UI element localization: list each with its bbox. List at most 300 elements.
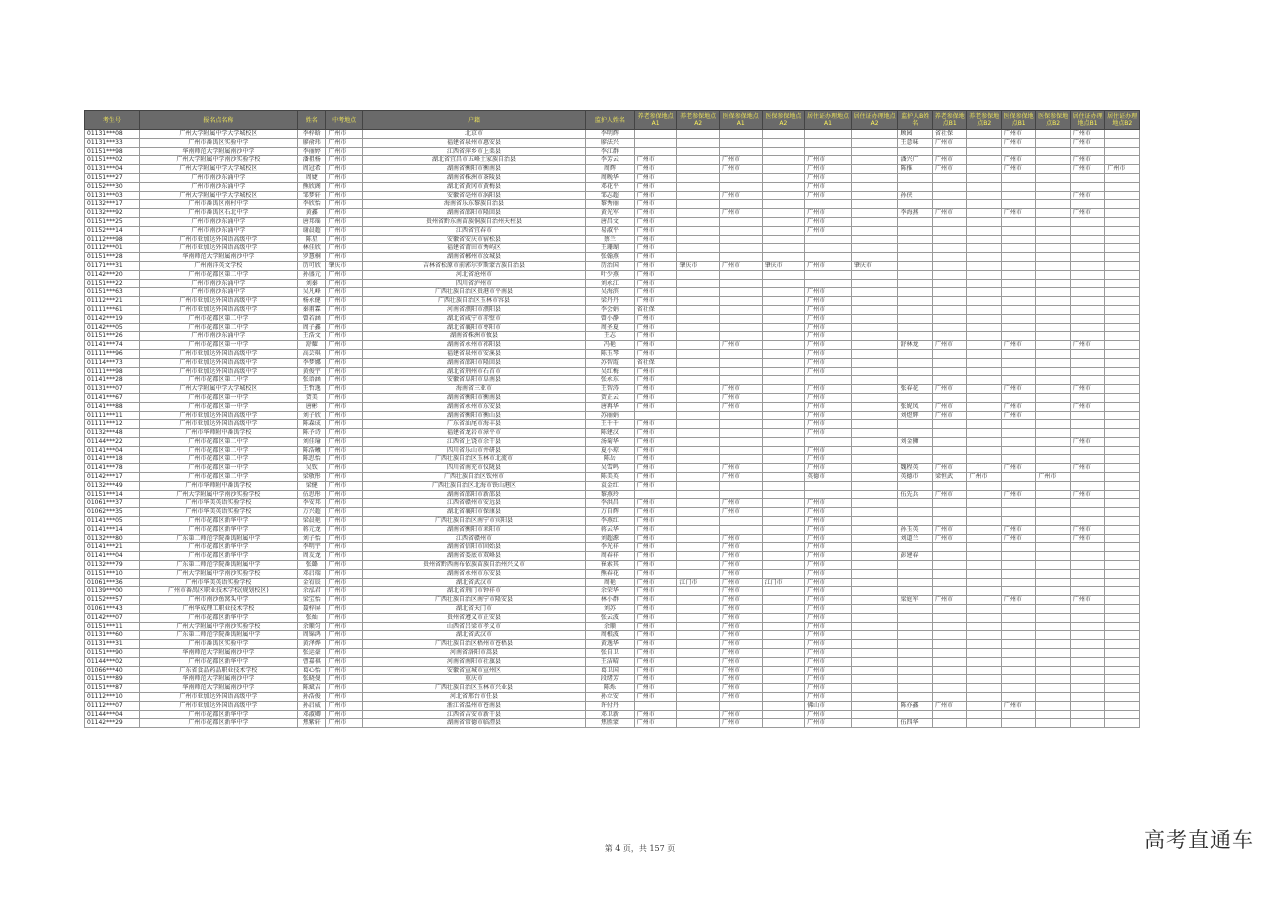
table-cell: 01061***43 [85, 605, 140, 614]
table-cell: 林佳欣 [298, 244, 326, 253]
table-cell: 01131***33 [85, 138, 140, 147]
table-cell: 广州市花都区第二中学 [139, 455, 297, 464]
table-cell: 广州市 [634, 341, 677, 350]
table-cell [1070, 684, 1104, 693]
table-cell [1070, 358, 1104, 367]
table-cell: 广州市花都区新华中学 [139, 613, 297, 622]
table-cell: 广州市 [326, 437, 363, 446]
table-cell [967, 270, 1001, 279]
table-cell: 广州市 [326, 543, 363, 552]
table-cell [762, 446, 805, 455]
table-cell [719, 297, 762, 306]
table-cell: 01132***49 [85, 481, 140, 490]
table-cell: 湖南省株洲市攸县 [362, 332, 585, 341]
table-cell [1036, 657, 1070, 666]
table-cell [677, 490, 720, 499]
table-cell [967, 464, 1001, 473]
table-cell [1070, 323, 1104, 332]
table-cell: 广州市 [805, 622, 852, 631]
table-cell: 广州市 [1001, 411, 1035, 420]
table-cell: 01141***05 [85, 517, 140, 526]
table-row [85, 376, 1140, 385]
table-cell: 江西省宜春市 [362, 226, 585, 235]
table-row [85, 684, 1140, 693]
table-cell: 广州市 [326, 349, 363, 358]
table-cell [1036, 358, 1070, 367]
table-cell: 邓启瑞 [298, 569, 326, 578]
table-cell [1001, 649, 1035, 658]
table-cell: 肇庆市 [677, 261, 720, 270]
table-cell: 广州市番禺区南村中学 [139, 200, 297, 209]
table-cell [967, 138, 1001, 147]
table-cell: 贵州省黔东南苗族侗族自治州天柱县 [362, 217, 585, 226]
table-cell: 周根波 [586, 631, 635, 640]
table-cell: 01141***04 [85, 446, 140, 455]
table-cell [851, 420, 898, 429]
table-cell: 广州市花都区第二中学 [139, 437, 297, 446]
table-cell: 唐昌文 [586, 217, 635, 226]
table-cell: 广州市 [805, 173, 852, 182]
table-cell: 广西壮族自治区南宁市宾阳县 [362, 517, 585, 526]
table-cell [1105, 508, 1140, 517]
table-cell [851, 649, 898, 658]
table-cell: 广东省食品药品职业技术学校 [139, 666, 297, 675]
table-cell [762, 719, 805, 728]
table-cell [932, 561, 966, 570]
table-cell: 广州市 [326, 367, 363, 376]
table-cell [851, 244, 898, 253]
table-cell [677, 446, 720, 455]
table-cell [805, 279, 852, 288]
table-cell [967, 587, 1001, 596]
table-cell: 广州市 [1070, 525, 1104, 534]
table-cell: 黄俊宇 [298, 367, 326, 376]
table-cell [932, 552, 966, 561]
table-cell: 广州市 [634, 165, 677, 174]
table-cell [1105, 701, 1140, 710]
table-cell [719, 358, 762, 367]
table-cell [1105, 666, 1140, 675]
table-cell: 广州市南沙东涌中学 [139, 217, 297, 226]
table-cell: 黄逸华 [586, 640, 635, 649]
table-cell [851, 569, 898, 578]
table-cell: 广州市南沙东涌中学 [139, 226, 297, 235]
table-cell: 广州大学附属中学大学城校区 [139, 165, 297, 174]
table-cell: 广州市 [634, 710, 677, 719]
table-cell [851, 455, 898, 464]
table-cell: 李洪昌 [586, 499, 635, 508]
table-cell [1105, 147, 1140, 156]
table-cell: 潘兴广 [898, 156, 932, 165]
table-cell: 广州市 [805, 305, 852, 314]
table-cell [1105, 156, 1140, 165]
table-row [85, 605, 1140, 614]
table-cell: 广州市 [634, 261, 677, 270]
table-cell: 广州市 [805, 367, 852, 376]
table-cell: 舒耀 [298, 341, 326, 350]
table-cell [967, 596, 1001, 605]
table-cell [805, 270, 852, 279]
table-cell: 广州市花都区新华中学 [139, 517, 297, 526]
data-table [84, 110, 1140, 728]
table-cell [932, 358, 966, 367]
table-cell [898, 710, 932, 719]
table-cell: 广州市 [634, 631, 677, 640]
table-cell [932, 569, 966, 578]
table-cell: 重庆市 [362, 675, 585, 684]
table-cell [677, 719, 720, 728]
table-cell: 01151***89 [85, 675, 140, 684]
table-cell: 广州市 [326, 173, 363, 182]
table-cell [932, 622, 966, 631]
table-row [85, 253, 1140, 262]
table-cell [851, 684, 898, 693]
table-cell [932, 437, 966, 446]
table-cell [719, 490, 762, 499]
table-body [85, 130, 1140, 728]
table-cell: 陈予诗 [298, 429, 326, 438]
table-cell: 刘秦 [298, 279, 326, 288]
table-cell [634, 147, 677, 156]
table-cell [677, 323, 720, 332]
table-cell: 广州市 [1070, 437, 1104, 446]
table-cell [677, 182, 720, 191]
table-cell [1001, 473, 1035, 482]
table-cell: 广州市 [1070, 156, 1104, 165]
table-cell: 肇庆市 [762, 261, 805, 270]
table-cell: 万自辉 [586, 508, 635, 517]
table-cell: 唐邦瑶 [298, 217, 326, 226]
table-cell: 广州市 [805, 561, 852, 570]
table-cell: 广州市 [719, 640, 762, 649]
table-cell: 易淑平 [586, 226, 635, 235]
table-cell [1036, 130, 1070, 139]
table-cell: 广州市 [326, 420, 363, 429]
table-cell [762, 569, 805, 578]
table-cell [898, 332, 932, 341]
table-cell [967, 297, 1001, 306]
table-cell: 四川省乐山市井研县 [362, 446, 585, 455]
table-cell [1105, 411, 1140, 420]
table-cell: 广州市 [634, 288, 677, 297]
table-cell: 广州市南沙东涌中学 [139, 288, 297, 297]
table-cell: 01139***00 [85, 587, 140, 596]
table-cell: 广州市 [326, 446, 363, 455]
table-cell [851, 666, 898, 675]
table-cell [1001, 587, 1035, 596]
table-cell: 广西壮族自治区玉林市北流市 [362, 455, 585, 464]
table-cell: 广州市 [805, 446, 852, 455]
table-cell: 张妮凤 [898, 402, 932, 411]
table-cell [898, 420, 932, 429]
table-cell [932, 710, 966, 719]
table-cell [851, 499, 898, 508]
table-cell [851, 156, 898, 165]
table-cell [851, 376, 898, 385]
table-cell [762, 270, 805, 279]
table-cell [1105, 446, 1140, 455]
table-row [85, 191, 1140, 200]
table-cell: 陈岳 [586, 455, 635, 464]
table-cell [762, 297, 805, 306]
table-cell: 梁宝怡 [298, 596, 326, 605]
table-cell [1070, 305, 1104, 314]
table-cell [967, 420, 1001, 429]
table-cell [1001, 270, 1035, 279]
table-cell [851, 710, 898, 719]
table-cell [967, 200, 1001, 209]
table-cell [719, 217, 762, 226]
table-cell: 张语涵 [298, 376, 326, 385]
table-cell [719, 367, 762, 376]
table-cell [677, 508, 720, 517]
table-cell [851, 349, 898, 358]
table-cell: 01152***30 [85, 182, 140, 191]
table-cell [851, 719, 898, 728]
table-cell: 河南省濮阳市濮阳县 [362, 305, 585, 314]
table-cell: 广州市 [634, 649, 677, 658]
table-cell: 魏程英 [898, 464, 932, 473]
table-cell [898, 235, 932, 244]
table-cell [1036, 173, 1070, 182]
table-cell [932, 420, 966, 429]
table-cell [1105, 349, 1140, 358]
table-cell [932, 481, 966, 490]
table-cell: 广州市 [719, 191, 762, 200]
table-cell [634, 130, 677, 139]
table-cell [1070, 429, 1104, 438]
table-cell [1036, 464, 1070, 473]
table-cell: 广州市 [326, 596, 363, 605]
table-cell: 广州市 [932, 209, 966, 218]
table-cell [1001, 693, 1035, 702]
table-cell [851, 640, 898, 649]
table-cell [1001, 569, 1035, 578]
table-cell: 广州市 [805, 420, 852, 429]
table-cell: 广州市 [326, 191, 363, 200]
table-cell: 广州市 [719, 464, 762, 473]
table-cell [851, 288, 898, 297]
table-cell: 广州市 [932, 165, 966, 174]
table-cell [932, 332, 966, 341]
table-cell [762, 543, 805, 552]
table-cell: 广州市华美英语实验学校 [139, 508, 297, 517]
table-cell: 刘子怡 [298, 534, 326, 543]
table-cell: 广州市 [634, 209, 677, 218]
table-cell [634, 490, 677, 499]
table-cell [851, 701, 898, 710]
table-row [85, 305, 1140, 314]
table-cell [932, 182, 966, 191]
table-cell [677, 297, 720, 306]
table-cell [851, 385, 898, 394]
table-cell: 广州市 [634, 534, 677, 543]
table-cell [677, 693, 720, 702]
table-cell [719, 429, 762, 438]
table-cell [967, 367, 1001, 376]
table-cell: 广州市 [634, 569, 677, 578]
table-cell: 广州市 [326, 701, 363, 710]
table-cell: 01131***31 [85, 640, 140, 649]
table-cell [967, 253, 1001, 262]
table-cell [719, 323, 762, 332]
table-cell: 王志 [586, 332, 635, 341]
table-cell [762, 552, 805, 561]
table-cell: 广州市 [634, 508, 677, 517]
table-cell: 张永东 [586, 376, 635, 385]
table-cell [1105, 525, 1140, 534]
table-cell: 湖北省襄阳市枣阳市 [362, 323, 585, 332]
table-cell [967, 305, 1001, 314]
table-cell [1036, 191, 1070, 200]
table-cell: 熊春花 [586, 569, 635, 578]
table-cell [1036, 517, 1070, 526]
table-cell [762, 376, 805, 385]
table-cell [1105, 710, 1140, 719]
column-header: 报名点名称 [139, 111, 297, 130]
table-cell [898, 508, 932, 517]
table-cell: 伍先兵 [898, 490, 932, 499]
table-cell: 湖南省邵阳市隆回县 [362, 358, 585, 367]
table-row [85, 640, 1140, 649]
table-cell: 刘超源 [586, 534, 635, 543]
table-cell: 广州市 [719, 622, 762, 631]
table-cell: 广州市 [805, 693, 852, 702]
table-cell: 邓淑卿 [298, 710, 326, 719]
table-cell [719, 420, 762, 429]
table-cell [851, 217, 898, 226]
table-cell: 广州市华美英语实验学校 [139, 499, 297, 508]
table-cell: 高芸琪 [298, 349, 326, 358]
table-cell [898, 561, 932, 570]
table-cell: 王智涛 [586, 385, 635, 394]
table-cell [762, 200, 805, 209]
table-cell: 金宥辰 [298, 578, 326, 587]
table-cell: 周春祥 [586, 552, 635, 561]
table-cell [634, 701, 677, 710]
table-cell: 01112***21 [85, 297, 140, 306]
table-cell: 广州市 [932, 464, 966, 473]
table-cell: 李明宇 [298, 543, 326, 552]
table-cell [677, 543, 720, 552]
column-header: 考生号 [85, 111, 140, 130]
table-cell [1105, 569, 1140, 578]
table-cell: 余泓君 [298, 587, 326, 596]
table-cell: 华南师范大学附属南沙中学 [139, 147, 297, 156]
table-cell [851, 358, 898, 367]
table-cell: 周婕 [298, 173, 326, 182]
table-cell: 四川省泸州市 [362, 279, 585, 288]
table-cell [677, 640, 720, 649]
column-header: 居住证办理地点A1 [805, 111, 852, 130]
table-cell: 01152***57 [85, 596, 140, 605]
table-cell: 01112***10 [85, 693, 140, 702]
table-cell [1070, 499, 1104, 508]
table-cell: 江西省萍乡市上栗县 [362, 147, 585, 156]
table-cell: 林小群 [586, 596, 635, 605]
table-cell: 孙盛元 [298, 270, 326, 279]
table-cell: 王珊瑚 [586, 244, 635, 253]
column-header: 监护人姓名 [586, 111, 635, 130]
column-header: 养老参保地点B1 [932, 111, 966, 130]
table-cell: 广州市 [326, 499, 363, 508]
table-cell [1036, 534, 1070, 543]
table-cell: 01151***10 [85, 569, 140, 578]
table-cell: 01142***29 [85, 719, 140, 728]
table-cell: 广州市 [634, 437, 677, 446]
table-cell [762, 332, 805, 341]
table-cell: 谢晨超 [298, 226, 326, 235]
table-cell [932, 349, 966, 358]
watermark: 高考直通车 [1144, 828, 1254, 852]
table-cell: 广州市花都区第二中学 [139, 376, 297, 385]
table-row [85, 561, 1140, 570]
table-cell: 01112***01 [85, 244, 140, 253]
table-row [85, 631, 1140, 640]
table-cell [851, 437, 898, 446]
table-cell: 01141***04 [85, 552, 140, 561]
table-cell [898, 543, 932, 552]
table-cell: 广州市 [932, 341, 966, 350]
table-cell [719, 305, 762, 314]
table-cell [851, 429, 898, 438]
table-cell [932, 446, 966, 455]
table-cell [1105, 402, 1140, 411]
table-cell: 顾园 [898, 130, 932, 139]
table-cell: 广州市 [805, 332, 852, 341]
table-cell [1070, 631, 1104, 640]
table-cell [932, 200, 966, 209]
table-cell: 贵州省黔西南布依族苗族自治州兴义市 [362, 561, 585, 570]
table-cell: 广州市 [326, 684, 363, 693]
table-row [85, 393, 1140, 402]
table-cell: 广州市 [634, 552, 677, 561]
table-cell [851, 209, 898, 218]
table-cell: 湖南省永州市东安县 [362, 402, 585, 411]
table-cell [677, 596, 720, 605]
table-cell [762, 402, 805, 411]
table-cell: 陈斌吉 [298, 684, 326, 693]
table-cell: 刘子欣 [298, 411, 326, 420]
table-cell: 广州市 [719, 605, 762, 614]
table-cell: 秦甫霖 [298, 305, 326, 314]
table-cell [1001, 253, 1035, 262]
table-cell [932, 217, 966, 226]
table-cell [677, 552, 720, 561]
table-cell [851, 147, 898, 156]
table-cell [967, 279, 1001, 288]
table-cell: 伍思彤 [298, 490, 326, 499]
table-cell: 刘金狮 [898, 437, 932, 446]
table-cell: 01111***96 [85, 349, 140, 358]
table-cell [762, 279, 805, 288]
table-cell [851, 508, 898, 517]
table-cell: 李丽婷 [298, 147, 326, 156]
table-row [85, 217, 1140, 226]
table-cell [762, 314, 805, 323]
table-cell: 广州市南沙鱼窝头中学 [139, 596, 297, 605]
table-cell [967, 649, 1001, 658]
table-cell [1105, 191, 1140, 200]
table-cell [1001, 393, 1035, 402]
table-cell [1070, 710, 1104, 719]
table-cell [719, 182, 762, 191]
table-cell [1070, 253, 1104, 262]
table-cell: 广州市 [634, 235, 677, 244]
table-header [85, 111, 1140, 130]
table-cell: 广州市 [805, 182, 852, 191]
table-cell: 广州市 [805, 261, 852, 270]
